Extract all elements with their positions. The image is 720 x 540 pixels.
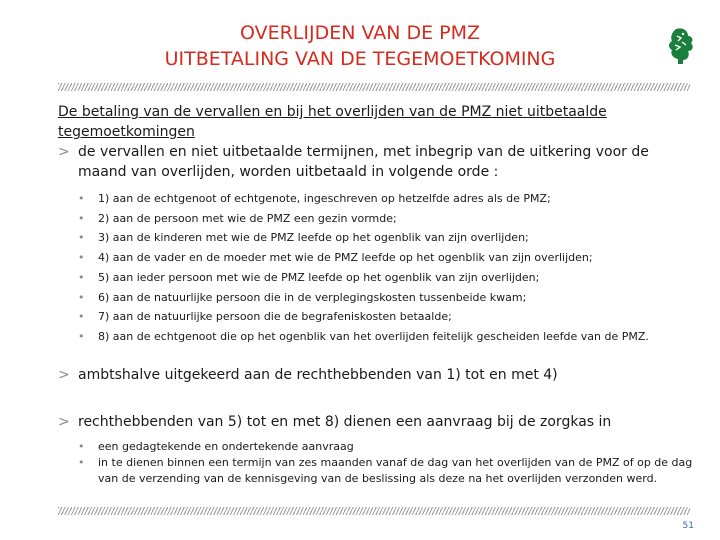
chevron-right-icon: > — [58, 144, 70, 160]
list-item — [58, 268, 698, 288]
top-divider — [58, 83, 690, 91]
list-item — [58, 209, 698, 229]
slide-title — [0, 20, 720, 72]
list-item-text: 1) aan de echtgenoot of echtgenote, ingeschreven op hetzelfde adres als de PMZ; — [98, 192, 551, 205]
bottom-divider — [58, 507, 690, 515]
list-item — [58, 439, 698, 455]
bullet-icon: • — [78, 231, 85, 245]
bullet-icon: • — [78, 329, 85, 343]
list-item-text: 8) aan de echtgenoot die op het ogenblik van het overlijden feitelijk gescheiden leefde van de PMZ. — [98, 329, 649, 343]
chevron-right-icon: > — [58, 366, 70, 383]
bullet-point-order-text: de vervallen en niet uitbetaalde termijnen, met inbegrip van de uitkering voor de maand van overlijden, worden uitbetaald in volgende orde : — [78, 144, 649, 180]
list-item — [58, 189, 698, 209]
list-item-text: 4) aan de vader en de moeder met wie de PMZ leefde op het ogenblik van zijn overlijden; — [98, 251, 593, 265]
bullet-icon: • — [78, 455, 85, 469]
bullet-icon: • — [78, 290, 85, 304]
section-heading: De betaling van de vervallen en bij het overlijden van de PMZ niet uitbetaalde tegemoetkomingen — [58, 104, 607, 140]
list-item-text: 3) aan de kinderen met wie de PMZ leefde op het ogenblik van zijn overlijden; — [98, 231, 529, 245]
application-requirements-list — [58, 439, 698, 487]
list-item — [58, 248, 698, 268]
bullet-icon: • — [78, 251, 85, 265]
title-line-1: OVERLIJDEN VAN DE PMZ — [239, 22, 481, 44]
bullet-point-automatic-text: ambtshalve uitgekeerd aan de rechthebbenden van 1) tot en met 4) — [78, 366, 558, 383]
bullet-point-automatic — [58, 365, 698, 385]
slide-body — [58, 102, 698, 487]
beneficiary-order-list — [58, 189, 698, 347]
flemish-lion-icon — [666, 26, 696, 66]
list-item — [58, 228, 698, 248]
bullet-icon: • — [78, 192, 85, 205]
bullet-icon: • — [78, 439, 85, 453]
bullet-icon: • — [78, 211, 85, 225]
list-item-text: een gedagtekende en ondertekende aanvraag — [98, 439, 354, 453]
list-item-text: 6) aan de natuurlijke persoon die in de verplegingskosten tussenbeide kwam; — [98, 290, 527, 304]
bullet-point-application-text: rechthebbenden van 5) tot en met 8) dienen een aanvraag bij de zorgkas in — [78, 413, 612, 430]
list-item — [58, 327, 698, 347]
list-item-text: 7) aan de natuurlijke persoon die de begrafeniskosten betaalde; — [98, 310, 452, 324]
bullet-icon: • — [78, 310, 85, 324]
list-item — [58, 307, 698, 327]
list-item — [58, 288, 698, 308]
title-line-2: UITBETALING VAN DE TEGEMOETKOMING — [164, 48, 556, 70]
list-item-text: in te dienen binnen een termijn van zes maanden vanaf de dag van het overlijden van de PMZ of op de dag van de verzending van de kennisgeving van de beslissing als deze na het overlijden verzonden werd. — [98, 455, 693, 485]
chevron-right-icon: > — [58, 413, 70, 430]
list-item-text: 5) aan ieder persoon met wie de PMZ leefde op het ogenblik van zijn overlijden; — [98, 270, 540, 284]
list-item-text: 2) aan de persoon met wie de PMZ een gezin vormde; — [98, 211, 397, 225]
list-item — [58, 455, 698, 487]
bullet-point-order — [58, 142, 698, 182]
bullet-icon: • — [78, 270, 85, 284]
bullet-point-application — [58, 412, 698, 432]
page-number: 51 — [682, 521, 694, 531]
